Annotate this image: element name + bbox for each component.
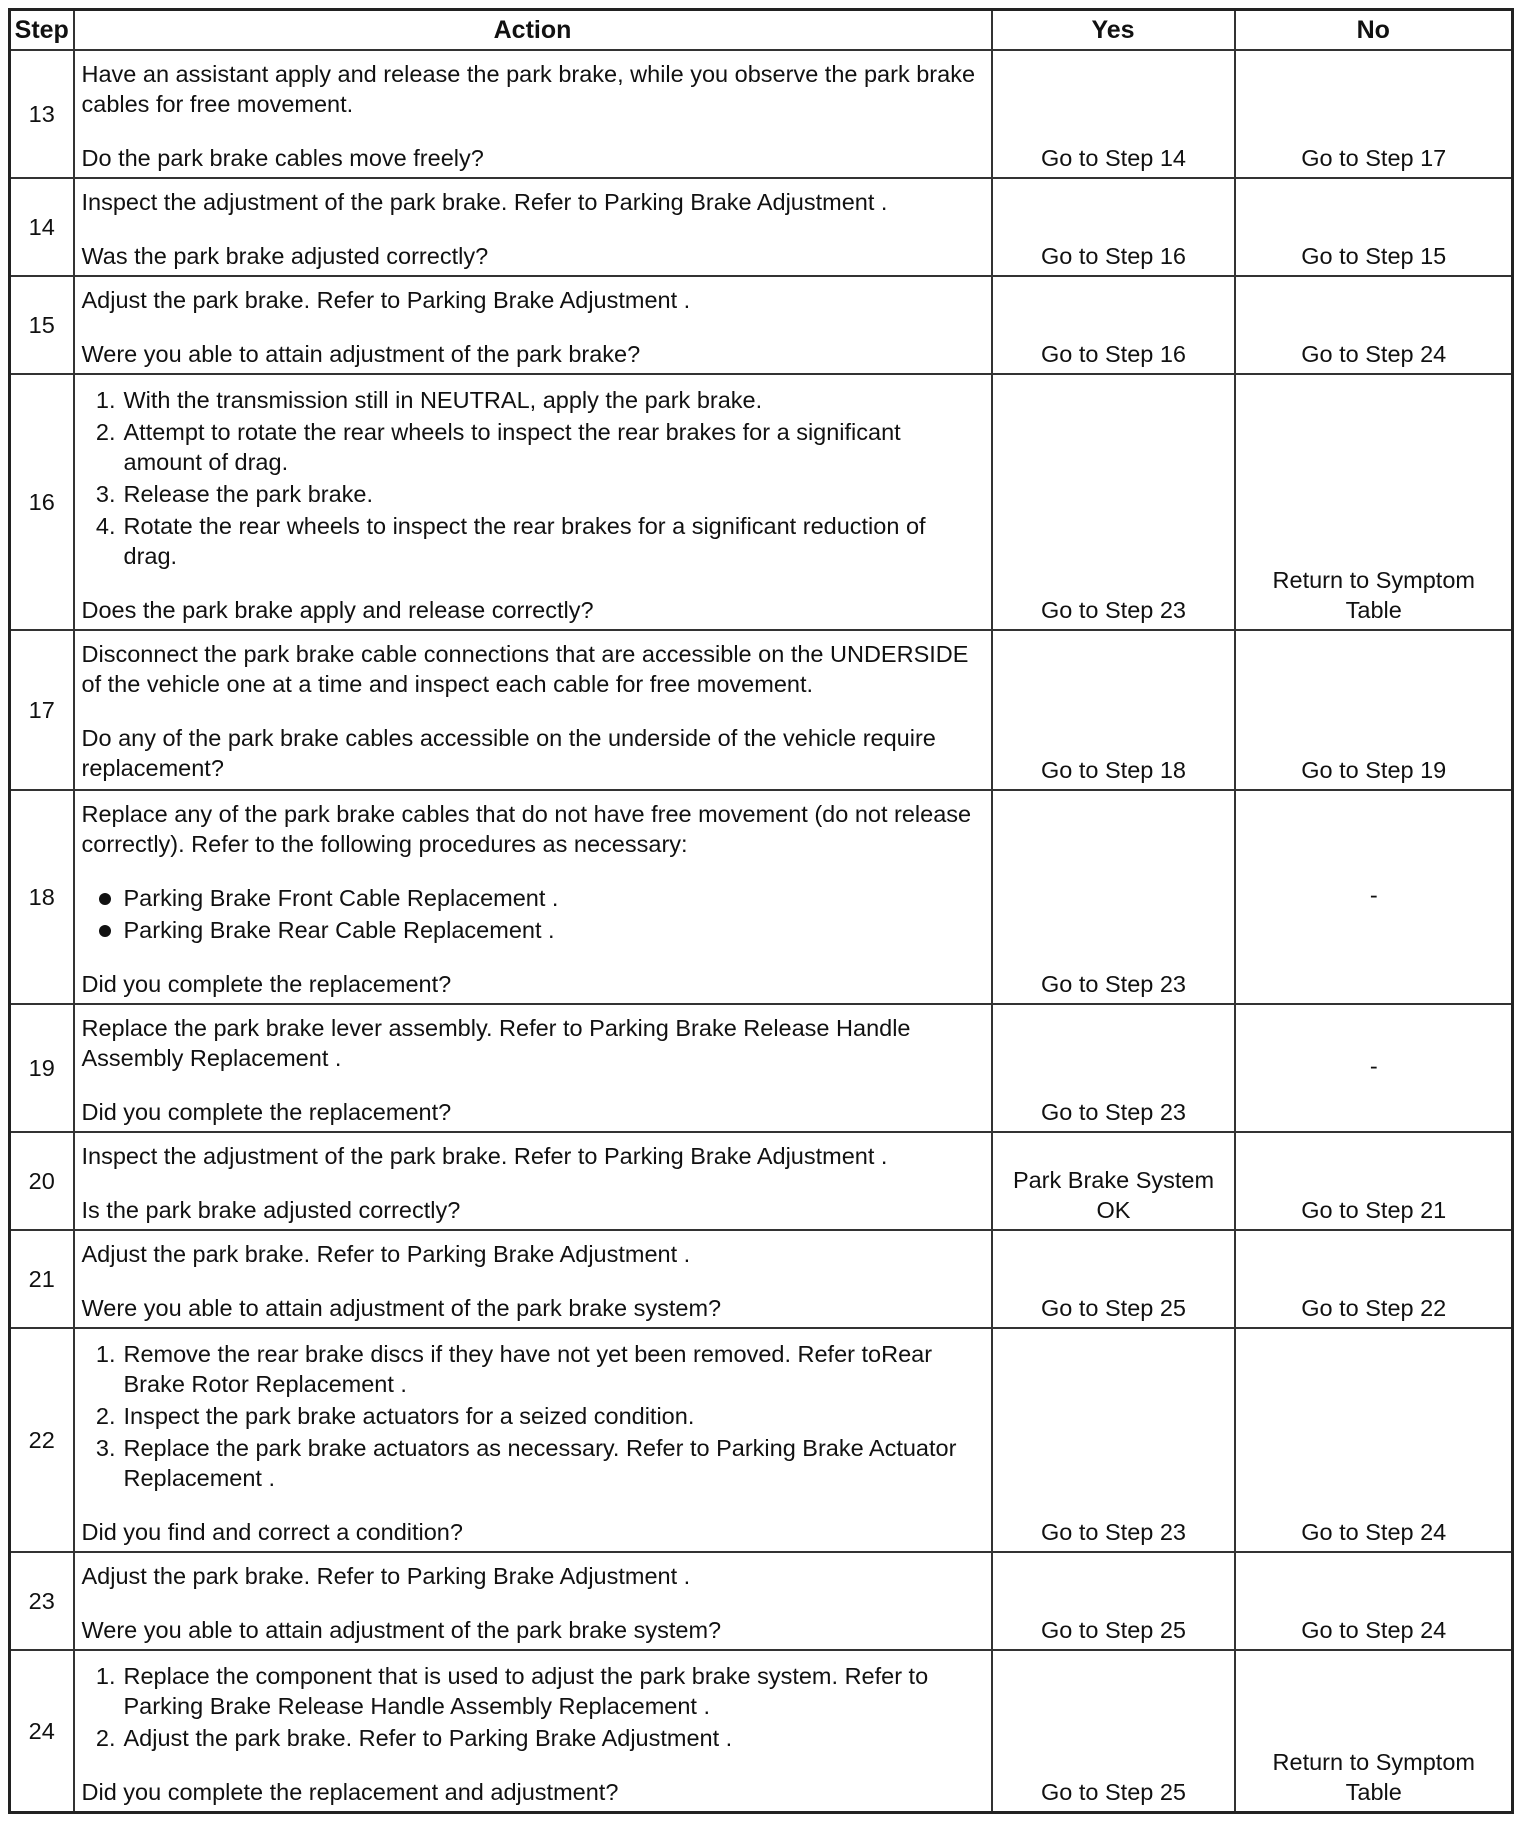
action-text: Inspect the adjustment of the park brake. Refer to Parking Brake Adjustment . [81,189,888,215]
step-number: 15 [10,276,74,374]
no-cell: Go to Step 19 [1235,630,1513,790]
question-text: Do any of the park brake cables accessible on the underside of the vehicle require replacement? [81,725,936,781]
header-no: No [1235,10,1513,51]
header-step: Step [10,10,74,51]
list-text: Parking Brake Front Cable Replacement . [123,885,559,911]
list-number: 1. [95,1663,116,1689]
list-number: 1. [95,1341,116,1367]
action-text: Adjust the park brake. Refer to Parking Brake Adjustment . [81,1563,691,1589]
table-row [10,178,1513,276]
no-cell: Return to Symptom Table [1235,374,1513,630]
step-number: 24 [10,1650,74,1813]
step-number: 16 [10,374,74,630]
step-number: 17 [10,630,74,790]
list-number: 2. [95,419,116,445]
list-item [82,479,985,509]
question-text: Do the park brake cables move freely? [81,145,484,171]
action-cell [74,1230,992,1328]
list-item [82,915,985,945]
step-number: 18 [10,790,74,1004]
header-yes: Yes [992,10,1235,51]
yes-cell: Go to Step 23 [992,1328,1235,1552]
action-text: Adjust the park brake. Refer to Parking Brake Adjustment . [81,1241,691,1267]
no-cell: Go to Step 22 [1235,1230,1513,1328]
action-text: Inspect the adjustment of the park brake. Refer to Parking Brake Adjustment . [81,1143,888,1169]
step-number: 20 [10,1132,74,1230]
table-row [10,1650,1513,1813]
action-cell [74,276,992,374]
list-text: Parking Brake Rear Cable Replacement . [123,917,555,943]
step-number: 23 [10,1552,74,1650]
no-cell: Go to Step 15 [1235,178,1513,276]
yes-cell: Go to Step 23 [992,790,1235,1004]
list-text: Adjust the park brake. Refer to Parking Brake Adjustment . [123,1725,733,1751]
action-cell [74,1328,992,1552]
yes-cell: Go to Step 23 [992,374,1235,630]
no-cell: Go to Step 24 [1235,1328,1513,1552]
action-cell [74,630,992,790]
action-text: Adjust the park brake. Refer to Parking Brake Adjustment . [81,287,691,313]
yes-cell: Go to Step 14 [992,50,1235,178]
question-text: Were you able to attain adjustment of the park brake? [81,341,641,367]
list-text: Remove the rear brake discs if they have not yet been removed. Refer toRear Brake Rotor Replacement . [123,1341,933,1397]
table-row [10,374,1513,630]
table-row [10,50,1513,178]
list-item [82,1433,985,1493]
list-item [82,385,985,415]
list-text: Inspect the park brake actuators for a seized condition. [123,1403,695,1429]
table-row [10,1328,1513,1552]
question-text: Was the park brake adjusted correctly? [81,243,489,269]
list-item [82,1661,985,1721]
yes-cell: Park Brake System OK [992,1132,1235,1230]
no-cell: Go to Step 17 [1235,50,1513,178]
table-row [10,790,1513,1004]
step-number: 21 [10,1230,74,1328]
yes-cell: Go to Step 18 [992,630,1235,790]
no-cell: Return to Symptom Table [1235,1650,1513,1813]
action-cell [74,1004,992,1132]
list-item [82,1339,985,1399]
list-text: With the transmission still in NEUTRAL, apply the park brake. [123,387,763,413]
yes-cell: Go to Step 25 [992,1552,1235,1650]
list-text: Replace the park brake actuators as necessary. Refer to Parking Brake Actuator Replacement . [123,1435,957,1491]
list-item [82,417,985,477]
list-item [82,511,985,571]
action-cell [74,178,992,276]
bullet-icon [82,883,124,913]
action-text: Disconnect the park brake cable connections that are accessible on the UNDERSIDE of the vehicle one at a time and inspect each cable for free movement. [81,641,969,697]
action-text: Replace any of the park brake cables that do not have free movement (do not release correctly). Refer to the following procedures as necessary: [81,801,972,857]
action-cell [74,1650,992,1813]
action-cell [74,790,992,1004]
list-number: 2. [95,1725,116,1751]
action-text: Have an assistant apply and release the park brake, while you observe the park brake cables for free movement. [81,61,976,117]
bullet-list [82,883,985,945]
no-cell: - [1235,1004,1513,1132]
action-cell [74,1132,992,1230]
no-cell: Go to Step 24 [1235,276,1513,374]
list-text: Rotate the rear wheels to inspect the rear brakes for a significant reduction of drag. [123,513,926,569]
numbered-list [82,1661,985,1753]
list-number: 2. [95,1403,116,1429]
header-action: Action [74,10,992,51]
bullet-icon [82,915,124,945]
diagnostic-table [8,8,1514,1814]
question-text: Were you able to attain adjustment of the park brake system? [81,1617,722,1643]
no-cell: - [1235,790,1513,1004]
table-row [10,1132,1513,1230]
no-cell: Go to Step 21 [1235,1132,1513,1230]
table-row [10,276,1513,374]
list-number: 3. [95,481,116,507]
question-text: Did you complete the replacement? [81,971,452,997]
list-number: 1. [95,387,116,413]
step-number: 22 [10,1328,74,1552]
no-cell: Go to Step 24 [1235,1552,1513,1650]
table-row [10,1004,1513,1132]
list-text: Replace the component that is used to adjust the park brake system. Refer to Parking Brake Release Handle Assembly Replacement . [123,1663,929,1719]
step-number: 14 [10,178,74,276]
table-row [10,1230,1513,1328]
step-number: 19 [10,1004,74,1132]
question-text: Did you complete the replacement and adjustment? [81,1779,619,1805]
action-cell [74,1552,992,1650]
yes-cell: Go to Step 25 [992,1650,1235,1813]
list-item [82,1401,985,1431]
table-body [10,50,1513,1813]
action-cell [74,50,992,178]
list-item [82,1723,985,1753]
question-text: Does the park brake apply and release correctly? [81,597,594,623]
header-row [10,10,1513,51]
list-text: Release the park brake. [123,481,374,507]
action-cell [74,374,992,630]
question-text: Did you complete the replacement? [81,1099,452,1125]
list-number: 4. [95,513,116,539]
question-text: Did you find and correct a condition? [81,1519,463,1545]
question-text: Were you able to attain adjustment of the park brake system? [81,1295,722,1321]
numbered-list [82,385,985,571]
step-number: 13 [10,50,74,178]
yes-cell: Go to Step 25 [992,1230,1235,1328]
list-item [82,883,985,913]
yes-cell: Go to Step 23 [992,1004,1235,1132]
numbered-list [82,1339,985,1493]
list-number: 3. [95,1435,116,1461]
table-row [10,630,1513,790]
table-row [10,1552,1513,1650]
yes-cell: Go to Step 16 [992,178,1235,276]
question-text: Is the park brake adjusted correctly? [81,1197,461,1223]
yes-cell: Go to Step 16 [992,276,1235,374]
list-text: Attempt to rotate the rear wheels to inspect the rear brakes for a significant amount of drag. [123,419,901,475]
action-text: Replace the park brake lever assembly. Refer to Parking Brake Release Handle Assembly Replacement . [81,1015,911,1071]
